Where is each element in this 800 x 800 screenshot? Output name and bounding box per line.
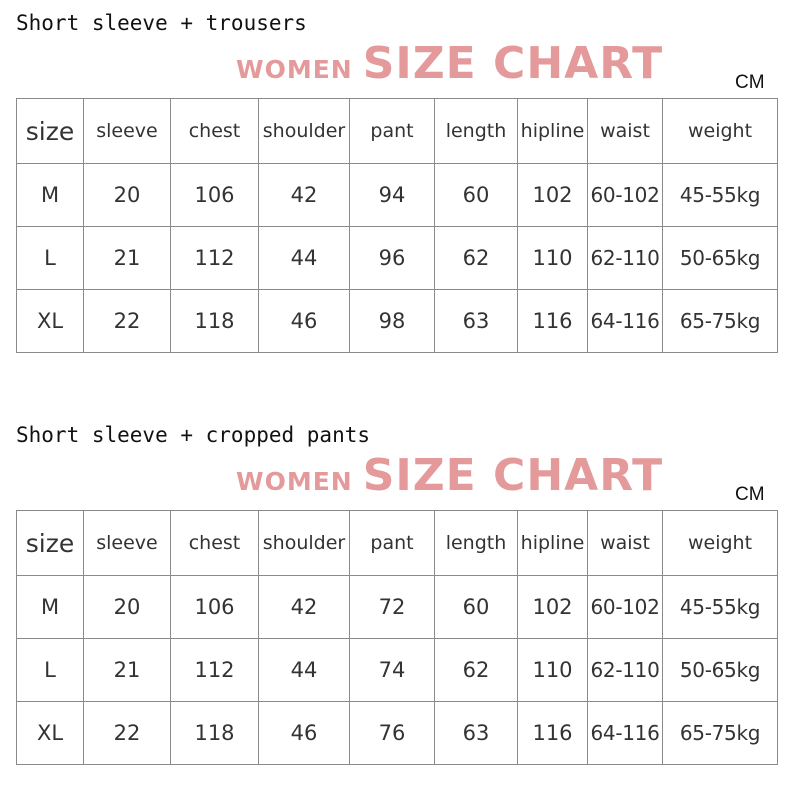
table-cell: 50-65kg [663,639,778,702]
table-cell: 63 [435,290,518,353]
table-cell: 64-116 [588,290,663,353]
table-row [17,227,778,290]
table-cell: 42 [259,164,350,227]
section-title: Short sleeve + cropped pants [16,423,371,447]
table-cell: 20 [84,164,171,227]
table-header-row [17,99,778,164]
table-cell: 22 [84,702,171,765]
header-cell: hipline [518,511,588,576]
size-chart-section-cropped-pants [0,412,800,792]
header-cell: weight [663,99,778,164]
header-cell: chest [171,511,259,576]
table-cell: 102 [518,576,588,639]
table-cell: 45-55kg [663,164,778,227]
table-cell: M [17,576,84,639]
table-cell: 98 [350,290,435,353]
table-cell: XL [17,290,84,353]
table-cell: 60-102 [588,576,663,639]
banner-size-chart: SIZE CHART [362,38,664,89]
table-cell: 21 [84,227,171,290]
table-cell: 106 [171,164,259,227]
header-cell: waist [588,99,663,164]
table-cell: 112 [171,227,259,290]
table-cell: 60-102 [588,164,663,227]
table-cell: 22 [84,290,171,353]
table-cell: 44 [259,227,350,290]
table-cell: 106 [171,576,259,639]
header-cell: size [17,99,84,164]
table-cell: L [17,639,84,702]
table-row [17,576,778,639]
table-cell: L [17,227,84,290]
header-cell: length [435,511,518,576]
table-cell: 102 [518,164,588,227]
header-cell: chest [171,99,259,164]
table-cell: 62 [435,639,518,702]
size-table [16,510,778,765]
table-cell: 45-55kg [663,576,778,639]
size-chart-banner [236,38,663,89]
table-cell: XL [17,702,84,765]
table-cell: 50-65kg [663,227,778,290]
header-cell: hipline [518,99,588,164]
table-header-row [17,511,778,576]
table-cell: 63 [435,702,518,765]
header-cell: size [17,511,84,576]
size-chart-banner [236,450,663,501]
header-cell: length [435,99,518,164]
header-cell: sleeve [84,511,171,576]
banner-women: WOMEN [236,55,353,84]
table-cell: 110 [518,227,588,290]
table-cell: 116 [518,290,588,353]
header-cell: pant [350,511,435,576]
header-cell: sleeve [84,99,171,164]
table-row [17,164,778,227]
table-cell: 65-75kg [663,290,778,353]
size-table [16,98,778,353]
table-cell: 62-110 [588,639,663,702]
table-cell: M [17,164,84,227]
table-cell: 64-116 [588,702,663,765]
header-cell: pant [350,99,435,164]
table-row [17,702,778,765]
table-cell: 112 [171,639,259,702]
table-cell: 116 [518,702,588,765]
table-cell: 65-75kg [663,702,778,765]
header-cell: shoulder [259,511,350,576]
unit-label: CM [735,72,765,93]
banner-size-chart: SIZE CHART [362,450,664,501]
header-cell: shoulder [259,99,350,164]
table-cell: 74 [350,639,435,702]
table-cell: 72 [350,576,435,639]
table-cell: 60 [435,164,518,227]
table-cell: 42 [259,576,350,639]
table-cell: 96 [350,227,435,290]
table-cell: 62 [435,227,518,290]
table-cell: 46 [259,702,350,765]
table-cell: 20 [84,576,171,639]
table-row [17,290,778,353]
table-cell: 21 [84,639,171,702]
table-cell: 118 [171,702,259,765]
section-title: Short sleeve + trousers [16,11,307,35]
header-cell: waist [588,511,663,576]
table-cell: 62-110 [588,227,663,290]
table-cell: 44 [259,639,350,702]
header-cell: weight [663,511,778,576]
table-row [17,639,778,702]
table-cell: 118 [171,290,259,353]
table-cell: 60 [435,576,518,639]
table-cell: 46 [259,290,350,353]
banner-women: WOMEN [236,467,353,496]
table-cell: 110 [518,639,588,702]
size-chart-section-trousers [0,0,800,380]
unit-label: CM [735,484,765,505]
table-cell: 76 [350,702,435,765]
table-cell: 94 [350,164,435,227]
